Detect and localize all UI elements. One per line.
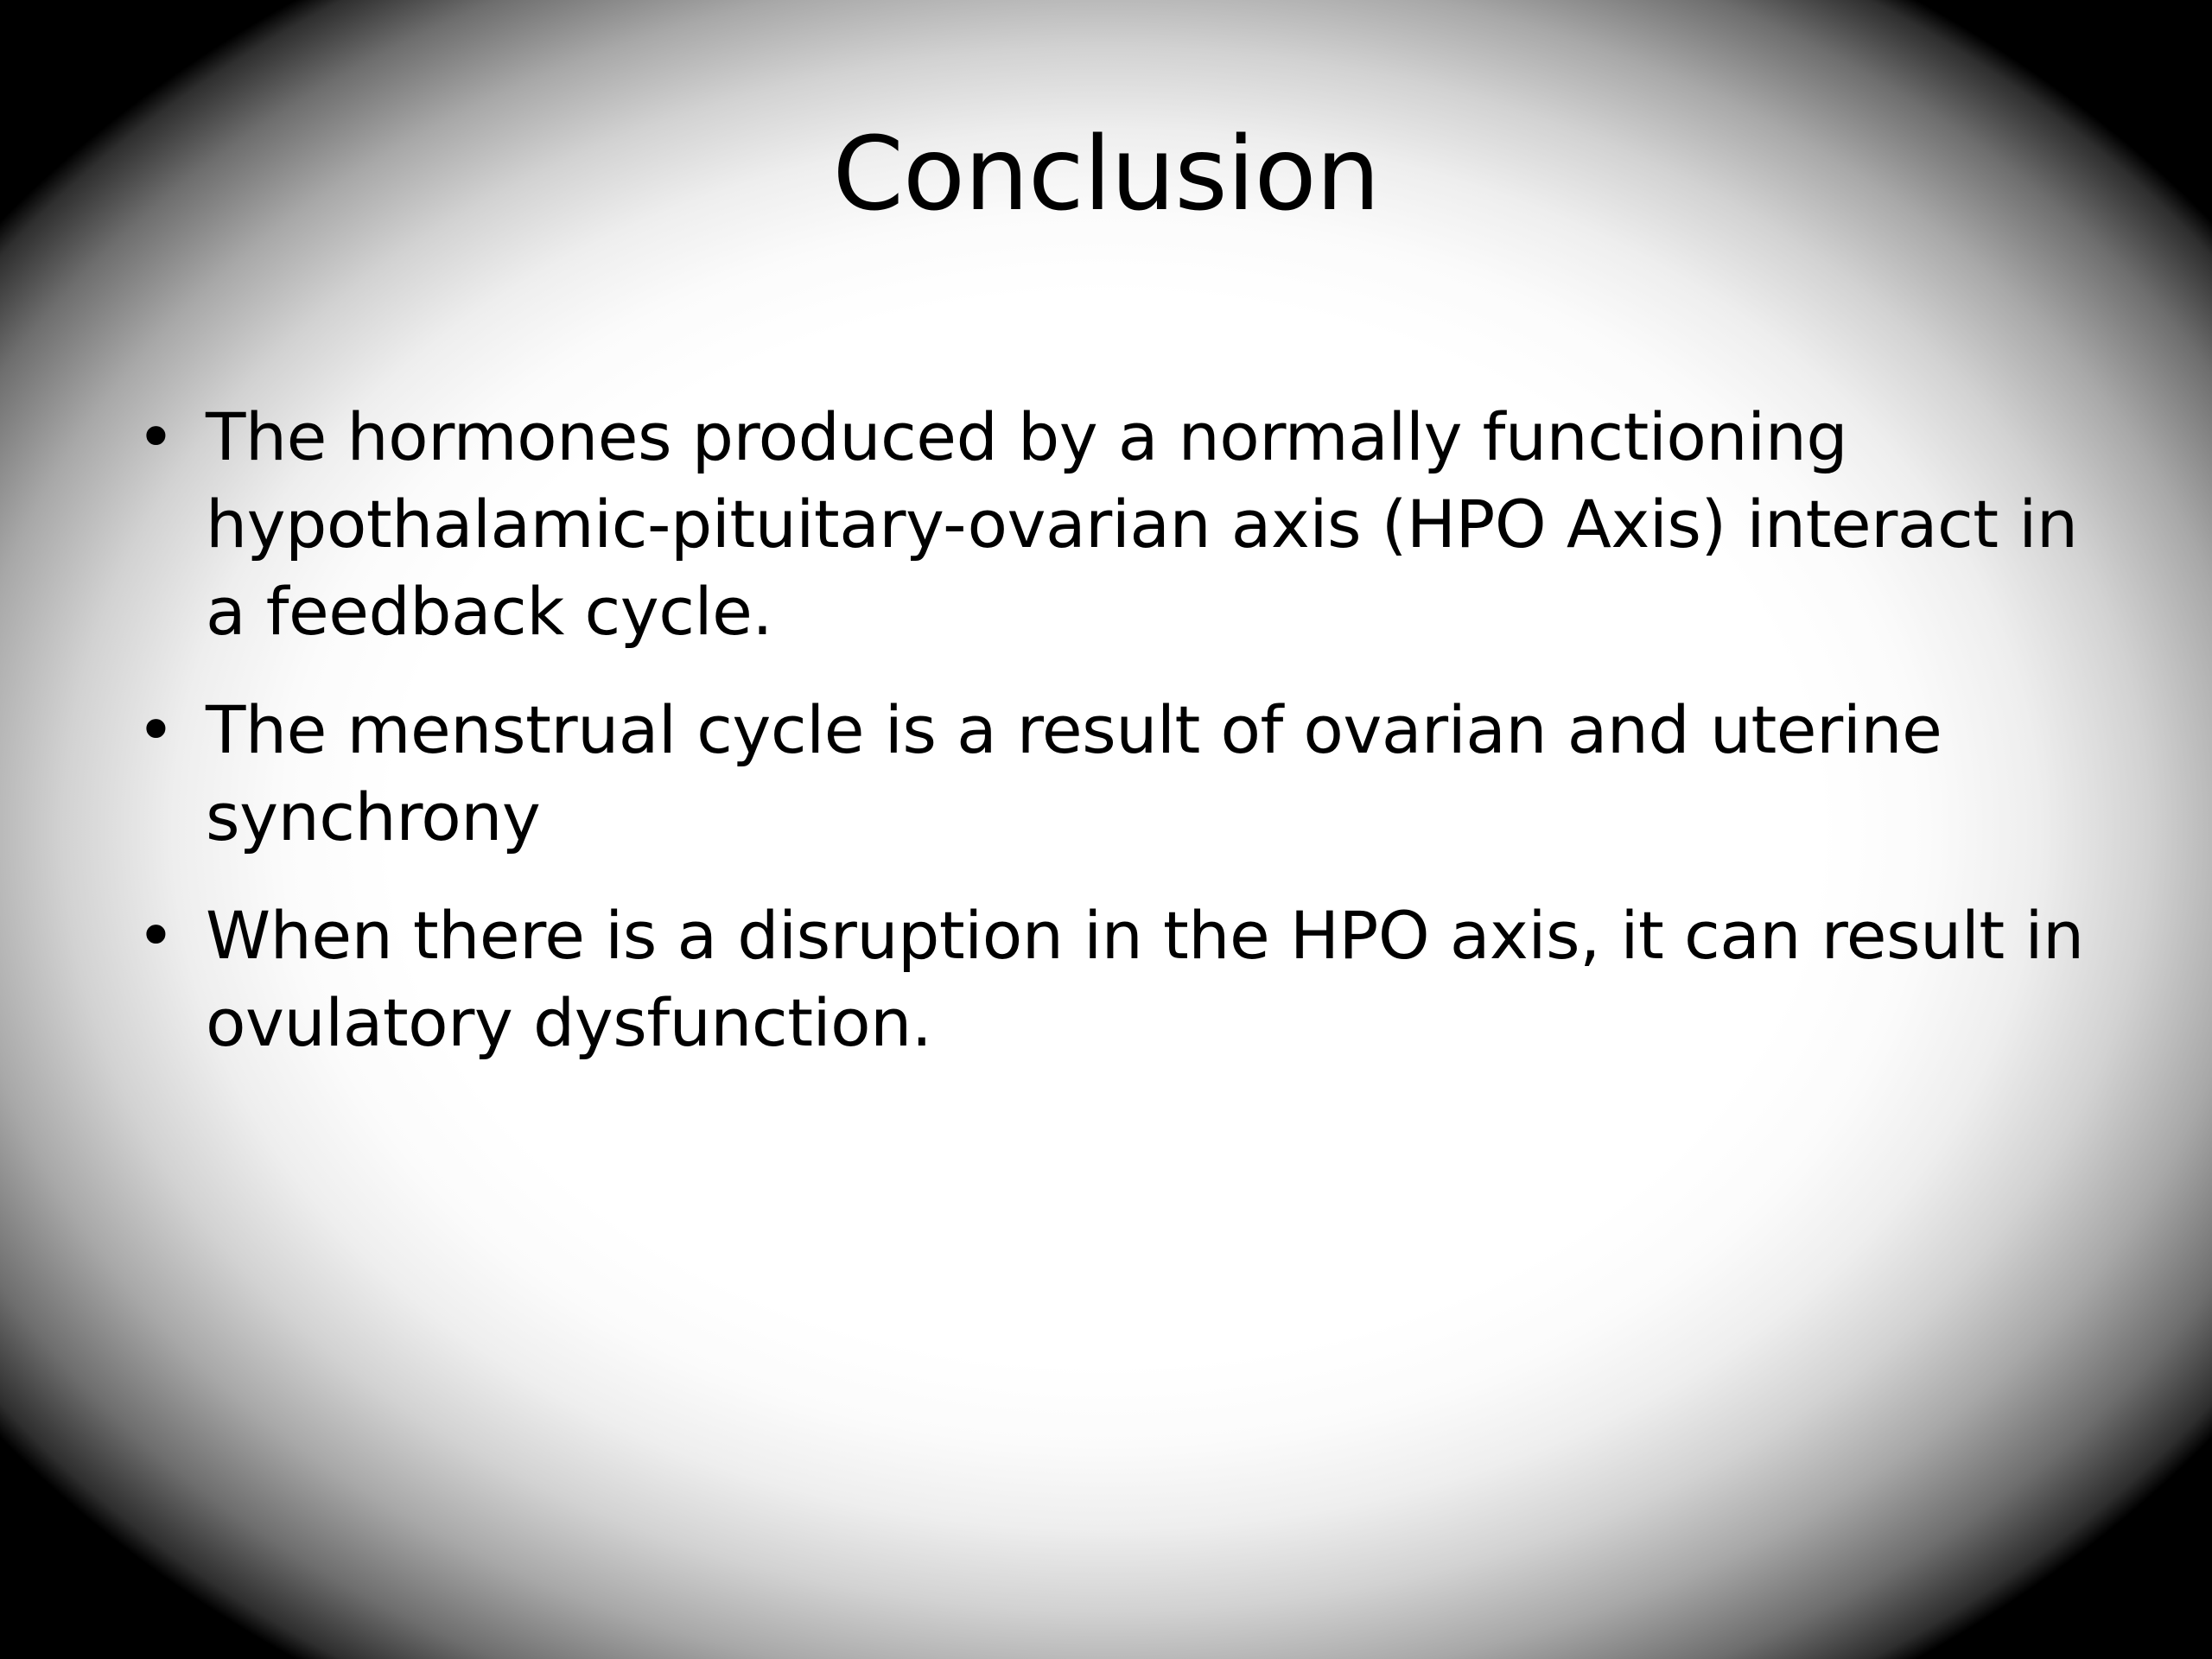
page-title: Conclusion <box>832 114 1380 233</box>
bullet-point-icon: • <box>137 398 175 475</box>
bullet-point-icon: • <box>137 897 175 975</box>
bullet-point-icon: • <box>137 691 175 769</box>
list-item <box>121 393 2100 655</box>
list-item <box>121 686 2100 861</box>
list-item-text: When there is a disruption in the HPO axis, it can result in ovulatory dysfunction. <box>206 897 2084 1062</box>
list-item-text: The menstrual cycle is a result of ovarian and uterine synchrony <box>206 691 1942 856</box>
bullet-list <box>121 393 2100 1098</box>
list-item-text: The hormones produced by a normally functioning hypothalamic-pituitary-ovarian axis (HPO Axis) interact in a feedback cycle. <box>206 398 2078 651</box>
list-item <box>121 892 2100 1066</box>
